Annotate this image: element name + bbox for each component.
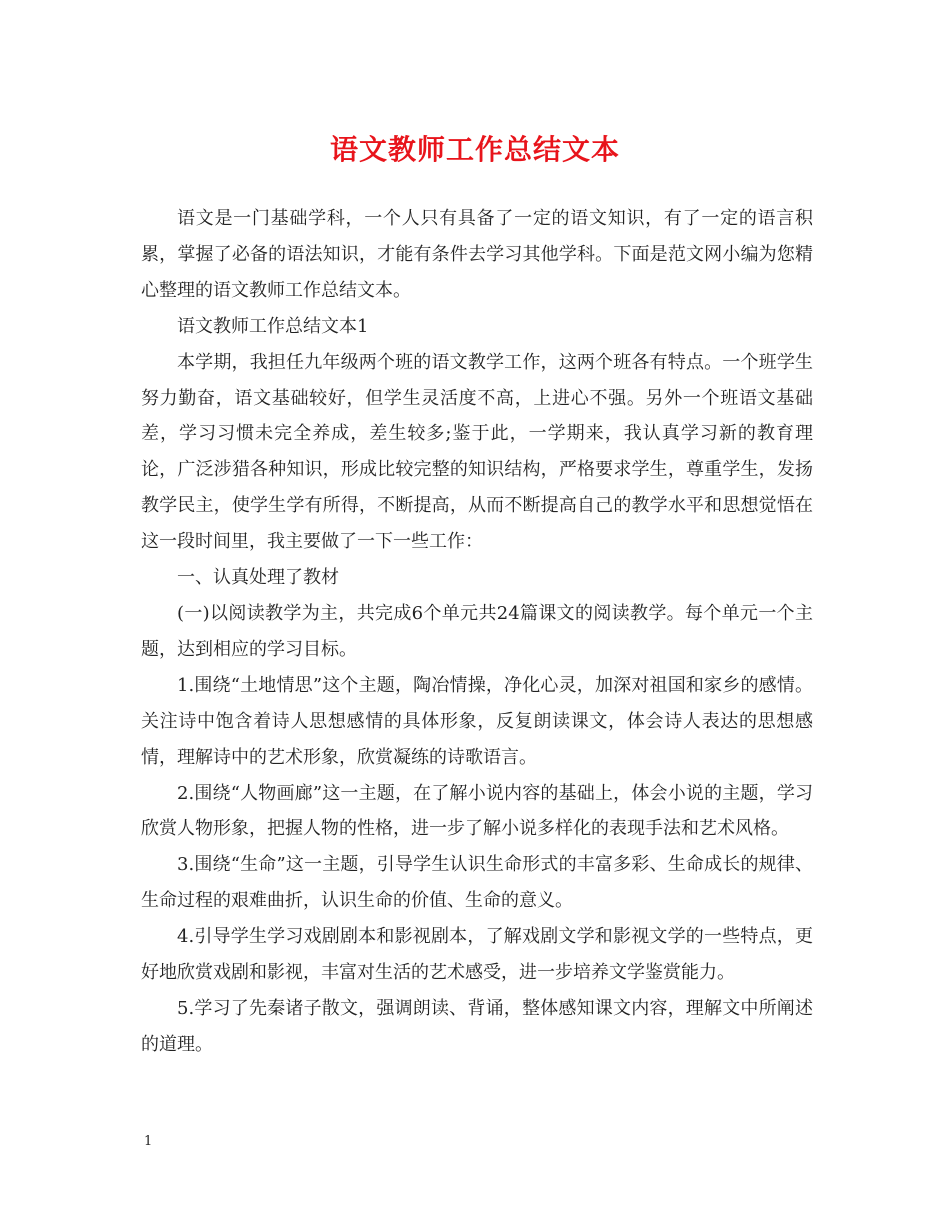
body-paragraph: (一)以阅读教学为主，共完成6个单元共24篇课文的阅读教学。每个单元一个主题，达到相应的学习目标。 xyxy=(141,602,813,660)
numbered-paragraph: 4.引导学生学习戏剧剧本和影视剧本，了解戏剧文学和影视文学的一些特点，更好地欣赏戏剧和影视，丰富对生活的艺术感受，进一步培养文学鉴赏能力。 xyxy=(141,926,813,984)
document-title: 语文教师工作总结文本 xyxy=(329,133,620,166)
subsection-heading: 一、认真处理了教材 xyxy=(177,567,339,589)
page-number: 1 xyxy=(144,1134,153,1149)
intro-paragraph: 语文是一门基础学科，一个人只有具备了一定的语文知识，有了一定的语言积累，掌握了必备的语法知识，才能有条件去学习其他学科。下面是范文网小编为您精心整理的语文教师工作总结文本。 xyxy=(141,208,813,301)
body-paragraph: 本学期，我担任九年级两个班的语文教学工作，这两个班各有特点。一个班学生努力勤奋，语文基础较好，但学生灵活度不高，上进心不强。另外一个班语文基础差，学习习惯未完全养成，差生较多;鉴于此，一学期来，我认真学习新的教育理论，广泛涉猎各种知识，形成比较完整的知识结构，严格要求学生，尊重学生，发扬教学民主，使学生学有所得，不断提高，从而不断提高自己的教学水平和思想觉悟在这一段时间里，我主要做了一下一些工作： xyxy=(141,351,813,553)
numbered-paragraph: 5.学习了先秦诸子散文，强调朗读、背诵，整体感知课文内容，理解文中所阐述的道理。 xyxy=(141,997,813,1055)
numbered-paragraph: 1.围绕“土地情思”这个主题，陶冶情操，净化心灵，加深对祖国和家乡的感情。关注诗中饱含着诗人思想感情的具体形象，反复朗读课文，体会诗人表达的思想感情，理解诗中的艺术形象，欣赏凝练的诗歌语言。 xyxy=(141,674,813,768)
document-body xyxy=(141,201,813,1063)
numbered-paragraph: 2.围绕“人物画廊”这一主题，在了解小说内容的基础上，体会小说的主题，学习欣赏人物形象，把握人物的性格，进一步了解小说多样化的表现手法和艺术风格。 xyxy=(141,782,813,840)
section-heading: 语文教师工作总结文本1 xyxy=(177,315,369,337)
numbered-paragraph: 3.围绕“生命”这一主题，引导学生认识生命形式的丰富多彩、生命成长的规律、生命过程的艰难曲折，认识生命的价值、生命的意义。 xyxy=(141,854,813,912)
